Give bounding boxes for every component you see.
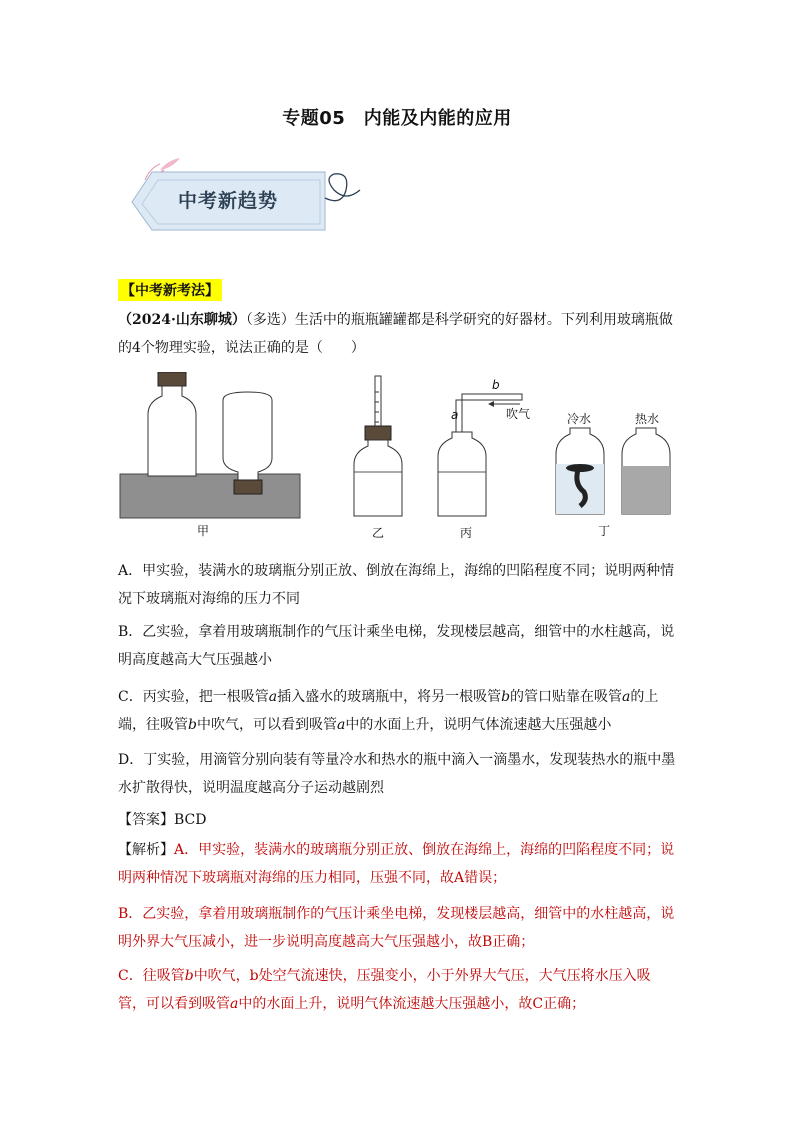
straw-b <box>462 394 522 400</box>
bottle-cap <box>158 372 186 386</box>
section-tag: 【中考新考法】 <box>118 279 222 301</box>
label-yi: 乙 <box>372 526 385 540</box>
label-bing: 丙 <box>460 526 473 540</box>
water-bottle <box>438 432 486 516</box>
label-jia: 甲 <box>197 524 210 538</box>
upright-bottle <box>148 386 196 476</box>
option-a: A．甲实验，装满水的玻璃瓶分别正放、倒放在海绵上，海绵的凹陷程度不同；说明两种情况下玻璃瓶对海绵的压力不同 <box>118 563 675 607</box>
option-d: D．丁实验，用滴管分别向装有等量冷水和热水的瓶中滴入一滴墨水，发现装热水的瓶中墨水扩散得快，说明温度越高分子运动越剧烈 <box>118 752 676 796</box>
question-text: 生活中的瓶瓶罐罐都是科学研究的好器材。下列利用玻璃瓶做的4个物理实验，说法正确的是（ ） <box>118 312 673 356</box>
option-b: B．乙实验，拿着用玻璃瓶制作的气压计乘坐电梯，发现楼层越高，细管中的水柱越高，说明高度越高大气压强越小 <box>118 624 675 668</box>
question-source: （2024·山东聊城） <box>118 312 246 328</box>
bottle-cap <box>365 426 391 440</box>
label-a: a <box>451 408 459 422</box>
question-stem <box>118 306 678 362</box>
answer-key: 【答案】 <box>118 812 174 828</box>
analysis-b: B．乙实验，拿着用玻璃瓶制作的气压计乘坐电梯，发现楼层越高，细管中的水柱越高，说明外界大气压减小，进一步说明高度越高大气压强越小，故B正确； <box>118 906 675 950</box>
analysis-c: C．往吸管b中吹气，b处空气流速快，压强变小，小于外界大气压，大气压将水压入吸管，可以看到吸管a中的水面上升，说明气体流速越大压强越小，故C正确； <box>118 968 651 1012</box>
label-blow: 吹气 <box>506 407 531 421</box>
answer-value: BCD <box>174 812 207 828</box>
inverted-bottle <box>223 392 272 480</box>
bottle-cap <box>234 480 262 494</box>
label-b: b <box>492 378 500 392</box>
sponge <box>120 474 300 518</box>
banner-text: 中考新趋势 <box>178 190 279 212</box>
label-hot: 热水 <box>635 412 660 426</box>
barometer-bottle <box>354 440 402 516</box>
page-title: 专题05 内能及内能的应用 <box>282 108 512 129</box>
hot-water-diffused-ink <box>622 466 670 514</box>
label-cold: 冷水 <box>567 412 592 426</box>
label-ding: 丁 <box>598 524 611 538</box>
experiment-figure <box>118 372 678 544</box>
option-c: C．丙实验，把一根吸管a插入盛水的玻璃瓶中，将另一根吸管b的管口贴靠在吸管a的上端，往吸管b中吹气，可以看到吸管a中的水面上升，说明气体流速越大压强越小 <box>118 689 659 733</box>
answer <box>118 806 678 834</box>
question-type: （多选） <box>245 312 295 328</box>
analysis-key: 【解析】 <box>118 842 174 858</box>
analysis-a: 【解析】A．甲实验，装满水的玻璃瓶分别正放、倒放在海绵上，海绵的凹陷程度不同；说明两种情况下玻璃瓶对海绵的压力相同，压强不同，故A错误； <box>118 842 675 886</box>
